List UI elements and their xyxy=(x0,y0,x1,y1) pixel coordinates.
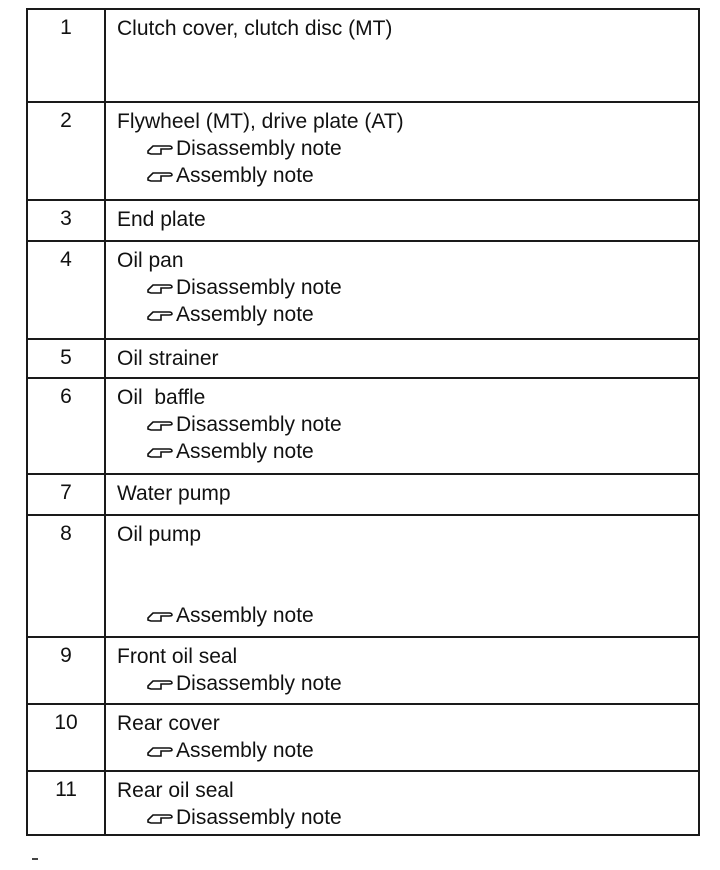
row-description xyxy=(105,102,699,200)
table-row xyxy=(27,771,699,835)
row-number: 10 xyxy=(27,704,105,771)
part-name: Clutch cover, clutch disc (MT) xyxy=(117,17,393,40)
table-row xyxy=(27,339,699,378)
row-description xyxy=(105,637,699,704)
row-description xyxy=(105,241,699,339)
row-number: 9 xyxy=(27,637,105,704)
row-description xyxy=(105,200,699,241)
note-text: Assembly note xyxy=(176,440,314,463)
parts-table xyxy=(26,8,700,836)
row-number: 2 xyxy=(27,102,105,200)
table-row xyxy=(27,200,699,241)
note-text: Assembly note xyxy=(176,604,314,627)
table-row xyxy=(27,637,699,704)
row-number: 1 xyxy=(27,9,105,102)
disassembly-note-ref xyxy=(117,670,698,697)
row-description xyxy=(105,378,699,474)
part-name: Oil strainer xyxy=(117,347,219,370)
row-number: 11 xyxy=(27,771,105,835)
part-name: End plate xyxy=(117,208,206,231)
pointing-hand-icon xyxy=(147,811,173,825)
pointing-hand-icon xyxy=(147,281,173,295)
row-description xyxy=(105,339,699,378)
row-number: 4 xyxy=(27,241,105,339)
pointing-hand-icon xyxy=(147,445,173,459)
table-row xyxy=(27,102,699,200)
note-text: Disassembly note xyxy=(176,137,342,160)
row-description xyxy=(105,515,699,637)
note-text: Assembly note xyxy=(176,303,314,326)
row-number: 3 xyxy=(27,200,105,241)
part-name: Front oil seal xyxy=(117,645,238,668)
pointing-hand-icon xyxy=(147,308,173,322)
pointing-hand-icon xyxy=(147,142,173,156)
stray-mark xyxy=(32,858,38,860)
part-name: Water pump xyxy=(117,482,231,505)
row-description xyxy=(105,704,699,771)
table-row xyxy=(27,241,699,339)
disassembly-note-ref xyxy=(117,411,698,438)
note-text: Disassembly note xyxy=(176,413,342,436)
row-number: 8 xyxy=(27,515,105,637)
note-text: Assembly note xyxy=(176,739,314,762)
pointing-hand-icon xyxy=(147,169,173,183)
pointing-hand-icon xyxy=(147,677,173,691)
row-number: 5 xyxy=(27,339,105,378)
table-row xyxy=(27,378,699,474)
row-description xyxy=(105,771,699,835)
table-row xyxy=(27,474,699,515)
table-row xyxy=(27,515,699,637)
part-name: Oil baffle xyxy=(117,386,206,409)
disassembly-note-ref xyxy=(117,135,698,162)
note-text: Disassembly note xyxy=(176,806,342,829)
part-name: Rear oil seal xyxy=(117,779,234,802)
note-text: Disassembly note xyxy=(176,672,342,695)
pointing-hand-icon xyxy=(147,609,173,623)
pointing-hand-icon xyxy=(147,744,173,758)
row-description xyxy=(105,474,699,515)
part-name: Flywheel (MT), drive plate (AT) xyxy=(117,110,404,133)
row-description xyxy=(105,9,699,102)
assembly-note-ref xyxy=(117,301,698,328)
disassembly-note-ref xyxy=(117,274,698,301)
part-name: Rear cover xyxy=(117,712,220,735)
assembly-note-ref xyxy=(117,602,698,629)
part-name: Oil pump xyxy=(117,523,202,546)
part-name: Oil pan xyxy=(117,249,184,272)
row-number: 7 xyxy=(27,474,105,515)
pointing-hand-icon xyxy=(147,418,173,432)
table-row xyxy=(27,9,699,102)
note-text: Disassembly note xyxy=(176,276,342,299)
table-row xyxy=(27,704,699,771)
row-number: 6 xyxy=(27,378,105,474)
assembly-note-ref xyxy=(117,737,698,764)
assembly-note-ref xyxy=(117,438,698,465)
assembly-note-ref xyxy=(117,162,698,189)
note-text: Assembly note xyxy=(176,164,314,187)
disassembly-note-ref xyxy=(117,804,698,831)
